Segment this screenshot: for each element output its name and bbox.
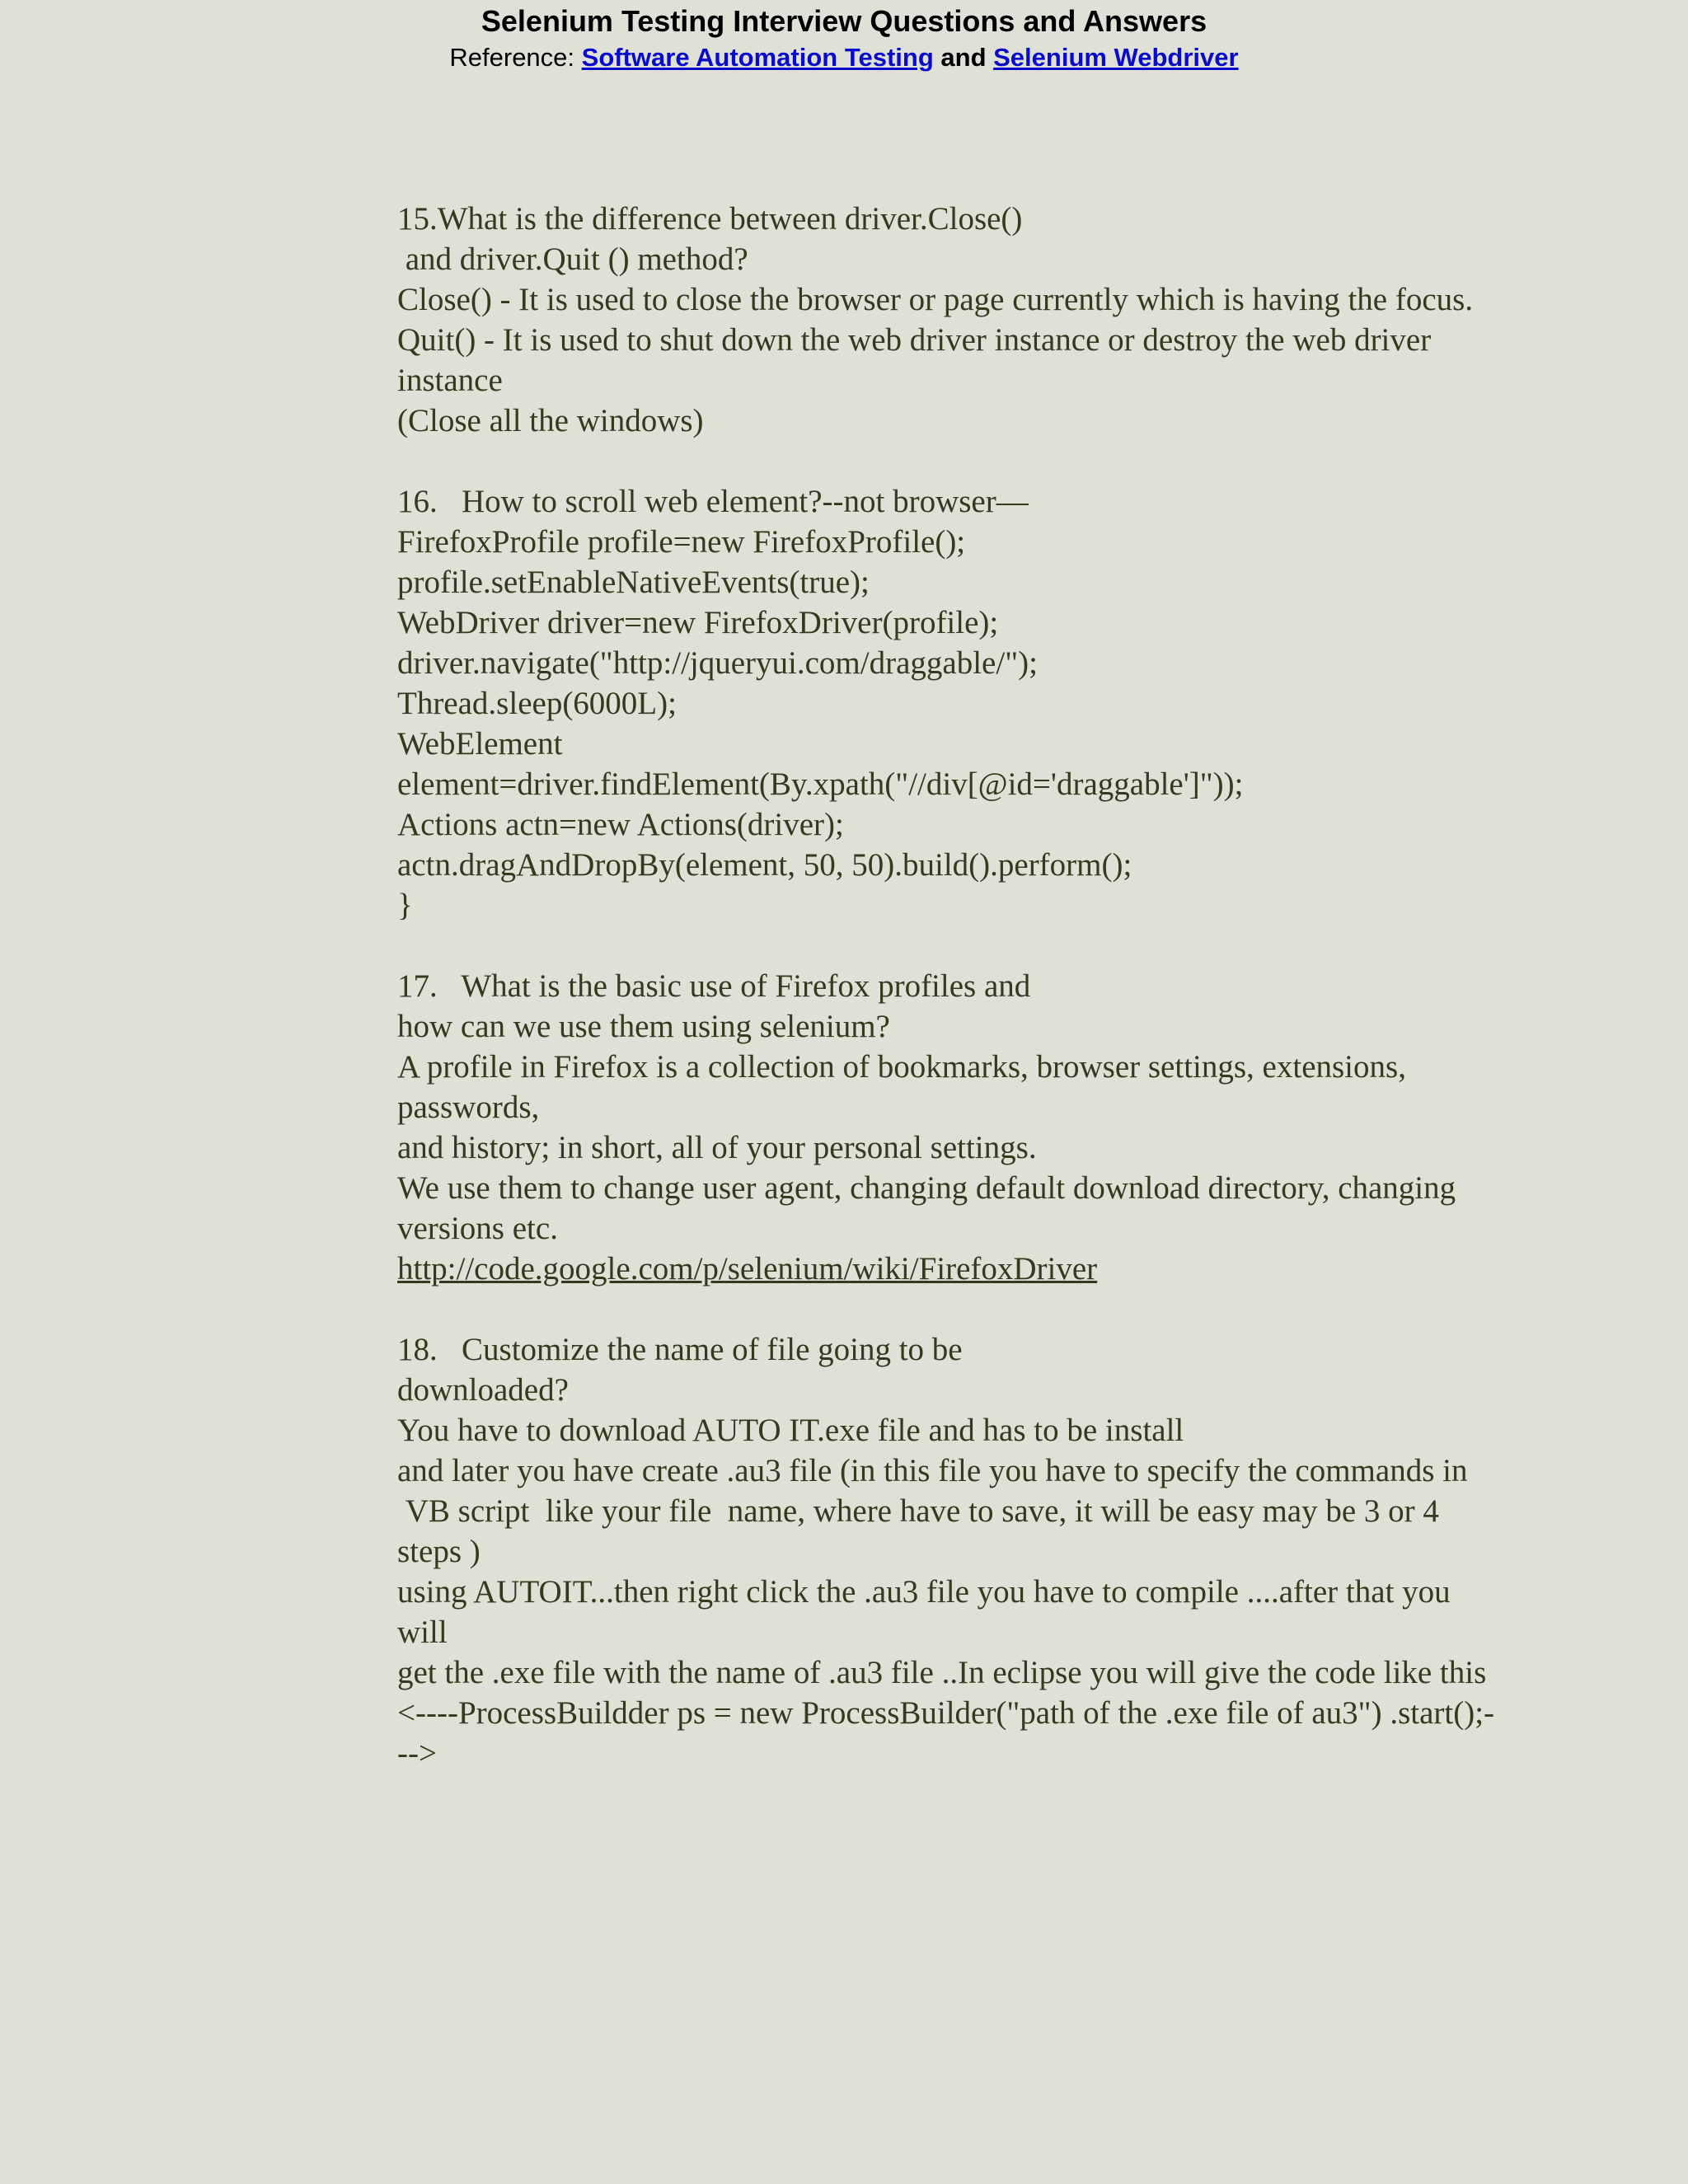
code-line: } — [397, 888, 413, 923]
code-line: driver.navigate("http://jqueryui.com/draggable/"); — [397, 645, 1038, 681]
answer-18-line: and later you have create .au3 file (in this file you have to specify the commands in — [397, 1453, 1468, 1488]
code-line: Actions actn=new Actions(driver); — [397, 807, 844, 842]
answer-18-line: VB script like your file name, where have to save, it will be easy may be 3 or 4 steps ) — [397, 1493, 1447, 1569]
answer-17-line: A profile in Firefox is a collection of bookmarks, browser settings, extensions, passwords, — [397, 1049, 1414, 1125]
question-16-title: 16. How to scroll web element?--not browser— — [397, 484, 1029, 519]
reference-line — [0, 40, 1688, 76]
answer-18-line: <----ProcessBuildder ps = new ProcessBuilder("path of the .exe file of au3") .start();---> — [397, 1695, 1495, 1771]
software-automation-testing-link[interactable]: Software Automation Testing — [581, 43, 934, 72]
answer-18-line: You have to download AUTO IT.exe file and has to be install — [397, 1413, 1184, 1448]
question-18-title-cont: downloaded? — [397, 1372, 569, 1408]
answer-18-line: using AUTOIT...then right click the .au3 file you have to compile ....after that you will — [397, 1574, 1459, 1650]
code-line: actn.dragAndDropBy(element, 50, 50).build().perform(); — [397, 847, 1132, 883]
code-line: WebElement — [397, 726, 563, 762]
quit-description: Quit() - It is used to shut down the web driver instance or destroy the web driver instance — [397, 322, 1439, 398]
answer-17-line: We use them to change user agent, changing default download directory, changing versions etc. — [397, 1170, 1464, 1246]
close-description: Close() - It is used to close the browser or page currently which is having the focus. — [397, 282, 1474, 317]
code-line: Thread.sleep(6000L); — [397, 686, 677, 721]
code-line: WebDriver driver=new FirefoxDriver(profile); — [397, 605, 999, 640]
question-18-section — [397, 1329, 1502, 1774]
code-line: element=driver.findElement(By.xpath("//div[@id='draggable']")); — [397, 766, 1244, 802]
selenium-webdriver-link[interactable]: Selenium Webdriver — [993, 43, 1239, 72]
answer-17-line: and history; in short, all of your personal settings. — [397, 1130, 1037, 1165]
question-17-section — [397, 966, 1502, 1289]
page-header-title: Selenium Testing Interview Questions and Answers — [481, 4, 1207, 38]
question-17-title: 17. What is the basic use of Firefox profiles and — [397, 968, 1031, 1004]
question-16-section — [397, 481, 1502, 926]
question-15-title-cont: and driver.Quit () method? — [397, 241, 748, 277]
code-line: profile.setEnableNativeEvents(true); — [397, 565, 870, 600]
document-body — [397, 199, 1502, 1774]
question-17-title-cont: how can we use them using selenium? — [397, 1009, 890, 1044]
question-18-title: 18. Customize the name of file going to be — [397, 1332, 963, 1367]
close-note: (Close all the windows) — [397, 403, 704, 438]
code-line: FirefoxProfile profile=new FirefoxProfile(); — [397, 524, 966, 560]
reference-and: and — [933, 43, 994, 72]
question-15-title: 15.What is the difference between driver.Close() — [397, 201, 1023, 237]
reference-label: Reference: — [449, 43, 582, 72]
question-15-section — [397, 199, 1502, 441]
answer-18-line: get the .exe file with the name of .au3 file ..In eclipse you will give the code like this — [397, 1655, 1487, 1690]
firefox-driver-wiki-link[interactable]: http://code.google.com/p/selenium/wiki/FirefoxDriver — [397, 1251, 1098, 1286]
